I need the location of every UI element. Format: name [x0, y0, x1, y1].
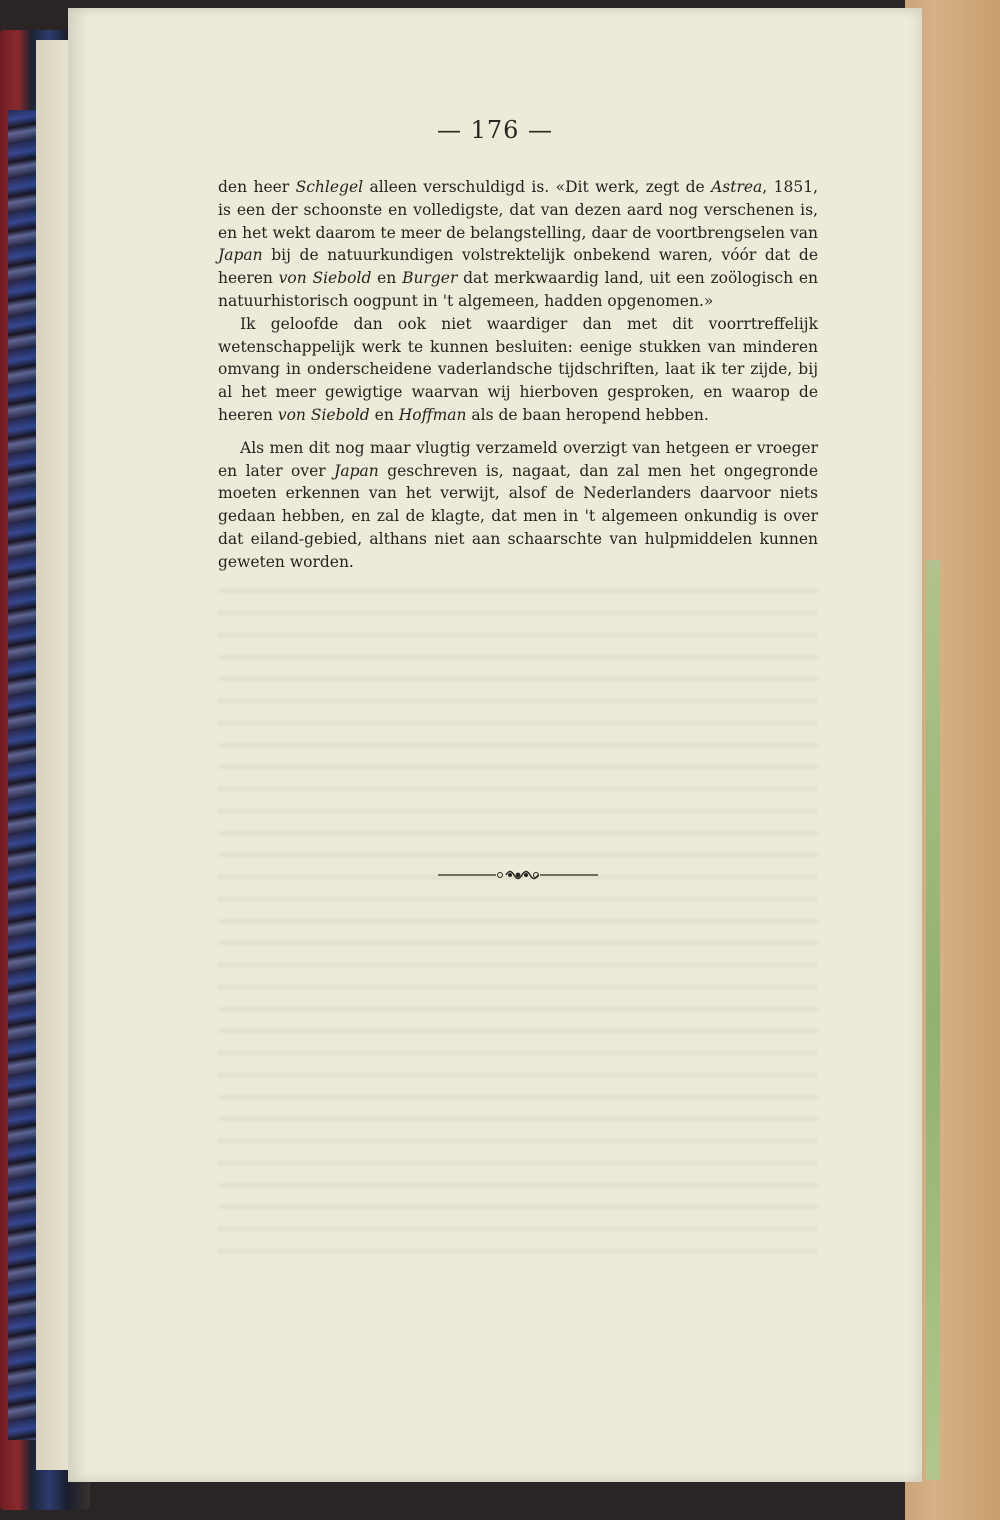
page-tab-strip: [926, 560, 940, 1480]
ornament-divider: [438, 866, 598, 884]
text-run: Ik geloofde dan ook niet waardiger dan met dit voorrtreffelijk wetenschappelijk werk te kunnen besluiten: eenige stukken van minderen omvang in onderscheidene vaderlandsche tijdschriften, laat ik ter zijde, bij al het meer gewigtige waarvan wij hierboven gesproken, en waarop de heeren: [218, 314, 818, 424]
show-through-text: [218, 588, 818, 1268]
italic-name: Schlegel: [295, 178, 364, 196]
italic-name: Astrea: [711, 178, 763, 196]
body-text: [218, 176, 818, 574]
italic-name: Japan: [334, 461, 379, 480]
page-number: — 176 —: [436, 116, 554, 144]
paragraph-3: [218, 437, 818, 574]
text-run: en: [369, 405, 399, 424]
paragraph-1: [218, 176, 818, 313]
paragraph-2: [218, 313, 818, 427]
text-run: geschreven is, nagaat, dan zal men het ongegronde moeten erkennen van het verwijt, alsof de Nederlanders daarvoor niets gedaan hebben, en zal de klagte, dat men in 't algemeen onkundig is over dat eiland-gebied, althans niet aan schaarschte van hulpmiddelen kunnen geweten worden.: [218, 461, 818, 571]
marbled-spine: [8, 110, 38, 1440]
text-run: als de baan heropend hebben.: [466, 405, 709, 424]
text-run: alleen verschuldigd is. «Dit werk, zegt de: [363, 178, 712, 196]
book-page: [68, 8, 922, 1482]
italic-name: Burger: [402, 269, 458, 288]
text-run: Als men dit nog maar vlugtig verzameld overzigt van hetgeen er vroeger en later over: [218, 438, 818, 480]
text-run: en: [371, 269, 403, 288]
italic-name: von Siebold: [277, 405, 370, 424]
italic-name: Japan: [218, 246, 263, 265]
text-run: dat merkwaardig land, uit een zoölogisch en natuurhistorisch oogpunt in 't algemeen, hadden opgenomen.»: [218, 269, 818, 310]
italic-name: Hoffman: [398, 405, 467, 424]
text-run: bij de natuurkundigen volstrektelijk onbekend waren, vóór dat de heeren: [218, 246, 818, 288]
text-run: den heer: [218, 178, 296, 196]
text-run: , 1851, is een der schoonste en volledigste, dat van dezen aard nog verschenen is, en het wekt daarom te meer de belangstelling, daar de voortbrengselen van: [218, 178, 818, 242]
italic-name: von Siebold: [278, 269, 372, 288]
